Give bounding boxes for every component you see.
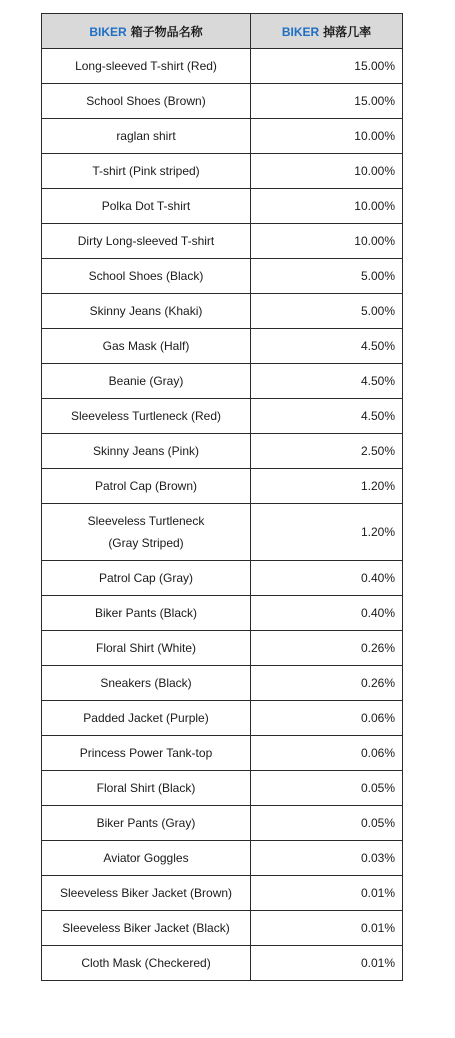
table-row (42, 736, 403, 771)
drop-rate-cell: 0.26% (251, 631, 403, 666)
table-row (42, 701, 403, 736)
item-name: Patrol Cap (Gray) (98, 571, 194, 585)
drop-rate-cell: 0.01% (251, 946, 403, 981)
item-name: Biker Pants (Gray) (96, 816, 196, 830)
drop-rate-cell: 0.40% (251, 596, 403, 631)
item-name-cell (42, 329, 251, 364)
table-row (42, 911, 403, 946)
item-name-cell (42, 666, 251, 701)
table-row (42, 119, 403, 154)
item-name: School Shoes (Black) (88, 269, 204, 283)
item-name: Sleeveless Biker Jacket (Black) (62, 921, 230, 935)
item-name: Cloth Mask (Checkered) (81, 956, 211, 970)
item-name: Aviator Goggles (103, 851, 189, 865)
table-row (42, 876, 403, 911)
item-name-cell (42, 294, 251, 329)
item-name-cell (42, 224, 251, 259)
item-name-cell (42, 469, 251, 504)
table-row (42, 189, 403, 224)
item-name: Patrol Cap (Brown) (94, 479, 198, 493)
item-name: School Shoes (Brown) (86, 94, 206, 108)
table-row (42, 504, 403, 561)
item-name-line2: (Gray Striped) (108, 536, 184, 550)
header-drop-rate-label: 掉落几率 (323, 24, 372, 39)
item-name: Sleeveless Turtleneck (87, 514, 205, 528)
table-row (42, 434, 403, 469)
table-row (42, 596, 403, 631)
item-name-cell (42, 259, 251, 294)
item-name-cell (42, 434, 251, 469)
item-name-cell (42, 119, 251, 154)
table-header-row (42, 14, 403, 49)
table-row (42, 259, 403, 294)
item-name-cell (42, 701, 251, 736)
header-brand-label: BIKER (281, 24, 320, 39)
drop-rate-cell: 4.50% (251, 329, 403, 364)
header-item-name-label: 箱子物品名称 (130, 24, 203, 39)
item-name-cell (42, 841, 251, 876)
drop-rate-cell: 0.05% (251, 806, 403, 841)
item-name-cell (42, 946, 251, 981)
table-row (42, 806, 403, 841)
table-row (42, 666, 403, 701)
item-name: Sleeveless Turtleneck (Red) (70, 409, 222, 423)
drop-rate-cell: 0.06% (251, 701, 403, 736)
header-brand-label: BIKER (89, 24, 127, 39)
item-name-cell (42, 399, 251, 434)
table-row (42, 329, 403, 364)
item-name-cell (42, 596, 251, 631)
item-name: Floral Shirt (Black) (96, 781, 196, 795)
table-row (42, 364, 403, 399)
item-name: Sneakers (Black) (100, 676, 192, 690)
item-name: Gas Mask (Half) (102, 339, 190, 353)
item-name-cell (42, 504, 251, 561)
item-name-cell (42, 49, 251, 84)
drop-rate-cell: 0.06% (251, 736, 403, 771)
item-name-cell (42, 911, 251, 946)
item-name: raglan shirt (116, 129, 176, 143)
drop-rate-cell: 1.20% (251, 469, 403, 504)
item-name-cell (42, 631, 251, 666)
table-row (42, 469, 403, 504)
table-row (42, 294, 403, 329)
drop-rate-cell: 4.50% (251, 399, 403, 434)
table-row (42, 224, 403, 259)
item-name: Long-sleeved T-shirt (Red) (75, 59, 217, 73)
item-name: Beanie (Gray) (108, 374, 184, 388)
item-name-cell (42, 561, 251, 596)
item-name: Dirty Long-sleeved T-shirt (77, 234, 215, 248)
item-name: Polka Dot T-shirt (101, 199, 191, 213)
item-name-cell (42, 84, 251, 119)
drop-rate-cell: 5.00% (251, 294, 403, 329)
drop-rate-cell: 2.50% (251, 434, 403, 469)
table-row (42, 399, 403, 434)
item-name: Padded Jacket (Purple) (83, 711, 209, 725)
item-name: Skinny Jeans (Pink) (92, 444, 200, 458)
drop-rate-cell: 1.20% (251, 504, 403, 561)
item-name-cell (42, 771, 251, 806)
table-row (42, 84, 403, 119)
item-name: Princess Power Tank-top (79, 746, 213, 760)
table-row (42, 561, 403, 596)
item-name-cell (42, 154, 251, 189)
item-name-cell (42, 189, 251, 224)
item-name-cell (42, 364, 251, 399)
item-name: T-shirt (Pink striped) (92, 164, 200, 178)
table-row (42, 771, 403, 806)
drop-rate-cell: 10.00% (251, 119, 403, 154)
drop-rate-cell: 15.00% (251, 49, 403, 84)
drop-rate-cell: 0.40% (251, 561, 403, 596)
drop-rate-cell: 10.00% (251, 154, 403, 189)
drop-rate-cell: 0.26% (251, 666, 403, 701)
table-row (42, 154, 403, 189)
drop-rate-cell: 10.00% (251, 189, 403, 224)
table-row (42, 841, 403, 876)
item-name: Sleeveless Biker Jacket (Brown) (59, 886, 233, 900)
item-name-cell (42, 806, 251, 841)
drop-rate-cell: 15.00% (251, 84, 403, 119)
table-row (42, 946, 403, 981)
drop-rate-cell: 0.01% (251, 876, 403, 911)
header-item-name (42, 14, 251, 49)
drop-rate-table (41, 13, 403, 981)
drop-rate-cell: 0.05% (251, 771, 403, 806)
drop-rate-cell: 5.00% (251, 259, 403, 294)
item-name: Biker Pants (Black) (94, 606, 198, 620)
table-row (42, 631, 403, 666)
item-name: Floral Shirt (White) (95, 641, 196, 655)
item-name-cell (42, 876, 251, 911)
item-name: Skinny Jeans (Khaki) (89, 304, 203, 318)
header-drop-rate (251, 14, 403, 49)
drop-rate-cell: 4.50% (251, 364, 403, 399)
drop-rate-cell: 0.01% (251, 911, 403, 946)
drop-rate-cell: 10.00% (251, 224, 403, 259)
table-row (42, 49, 403, 84)
drop-rate-cell: 0.03% (251, 841, 403, 876)
item-name-cell (42, 736, 251, 771)
